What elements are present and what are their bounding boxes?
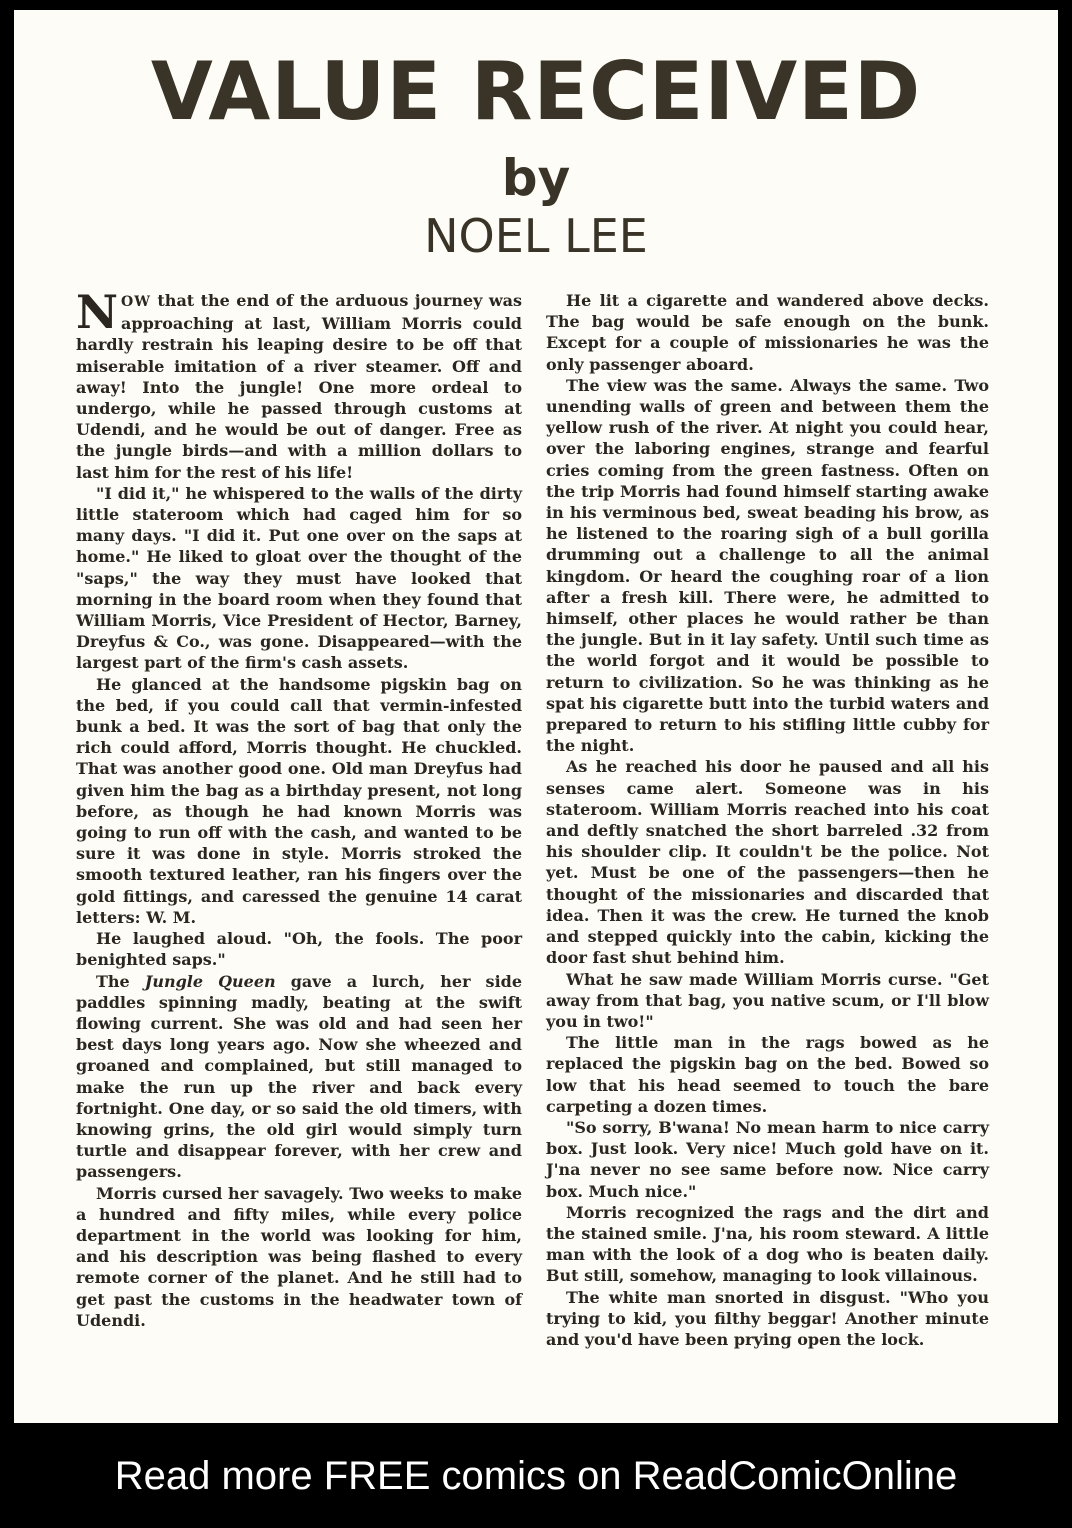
story-title: VALUE RECEIVED: [150, 45, 922, 138]
text-column-left: [76, 285, 523, 1331]
byline: by: [501, 149, 571, 207]
paragraph: [76, 285, 522, 483]
paragraph: [76, 971, 522, 1183]
ship-name: Jungle Queen: [144, 971, 276, 991]
first-word: OW: [121, 294, 151, 310]
paragraph: "So sorry, B'wana! No mean harm to nice carry box. Just look. Very nice! Much gold have on it. J'na never no see same before now. Nice carry box. Much nice.": [546, 1117, 989, 1201]
drop-cap: N: [76, 285, 119, 339]
paragraph-text: gave a lurch, her side paddles spinning madly, beating at the swift flowing current. She was old and had seen her best days long years ago. Now she wheezed and groaned and complained, but still managed to make the run up the river and back every fortnight. One day, or so said the old timers, with knowing grins, the old girl would simply turn turtle and disappear forever, with her crew and passengers.: [76, 971, 523, 1182]
paragraph: The white man snorted in disgust. "Who you trying to kid, you filthy beggar! Another minute and you'd have been prying open the lock.: [546, 1287, 989, 1349]
paragraph: The little man in the rags bowed as he replaced the pigskin bag on the bed. Bowed so low that his head seemed to touch the bare carpeting a dozen times.: [546, 1033, 989, 1116]
text-column-right: [546, 290, 989, 1350]
paragraph: "I did it," he whispered to the walls of the dirty little stateroom which had caged him for so many days. "I did it. Put one over on the saps at home." He liked to gloat over the thought of the "saps," the way they must have looked that morning in the board room when they found that William Morris, Vice President of Hector, Barney, Dreyfus & Co., was gone. Disappeared—with the largest part of the firm's cash assets.: [76, 483, 522, 673]
paragraph: Morris recognized the rags and the dirt and the stained smile. J'na, his room steward. A little man with the look of a dog who is beaten daily. But still, somehow, managing to look villainous.: [546, 1202, 989, 1286]
paragraph: He glanced at the handsome pigskin bag on the bed, if you could call that vermin-infested bunk a bed. It was the sort of bag that only the rich could afford, Morris thought. He chuckled. That was another good one. Old man Dreyfus had given him the bag as a birthday present, not long before, as though he had known Morris was going to run off with the cash, and wanted to be sure it was done in style. Morris stroked the smooth textured leather, ran his fingers over the gold fittings, and caressed the genuine 14 carat letters: W. M.: [76, 674, 522, 927]
paragraph: He lit a cigarette and wandered above decks. The bag would be safe enough on the bunk. Except for a couple of missionaries he was the only passenger aboard.: [546, 291, 989, 374]
paragraph: He laughed aloud. "Oh, the fools. The poor benighted saps.": [76, 929, 522, 970]
paragraph-text: that the end of the arduous journey was approaching at last, William Morris could hardly restrain his leaping desire to be off that miserable imitation of a river steamer. Off and away! Into the jungle! One more ordeal to undergo, while he passed through customs at Udendi, and he would be out of danger. Free as the jungle birds—and with a million dollars to last him for the rest of his life!: [76, 291, 522, 482]
paragraph: As he reached his door he paused and all his senses came alert. Someone was in his stateroom. William Morris reached into his coat and deftly snatched the short barreled .32 from his shoulder clip. It couldn't be the police. Not yet. Must be one of the passengers—then he thought of the missionaries and discarded that idea. Then it was the crew. He turned the knob and stepped quickly into the cabin, kicking the door fast shut behind him.: [546, 757, 989, 968]
promo-banner-link[interactable]: Read more FREE comics on ReadComicOnline: [0, 1424, 1072, 1528]
paragraph: Morris cursed her savagely. Two weeks to make a hundred and fifty miles, while every police department in the world was looking for him, and his description was being flashed to every remote corner of the planet. And he still had to get past the customs in the headwater town of Udendi.: [76, 1183, 522, 1330]
paragraph: The view was the same. Always the same. Two unending walls of green and between them the yellow rush of the river. At night you could hear, over the laboring engines, strange and fearful cries coming from the green fastness. Often on the trip Morris had found himself starting awake in his verminous bed, sweat beading his brow, as he listened to the roaring sigh of a bull gorilla drumming out a challenge to all the animal kingdom. Or heard the coughing roar of a lion after a fresh kill. There were, he admitted to himself, other places he would rather be than the jungle. But in it lay safety. Until such time as the world forgot and it would be possible to return to civilization. So he was thinking as he spat his cigarette butt into the turbid waters and prepared to return to his stifling little cubby for the night.: [546, 375, 989, 756]
paragraph-text: The: [96, 971, 145, 991]
paragraph: What he saw made William Morris curse. "Get away from that bag, you native scum, or I'll blow you in two!": [546, 969, 989, 1031]
author-name: NOEL LEE: [424, 209, 648, 263]
